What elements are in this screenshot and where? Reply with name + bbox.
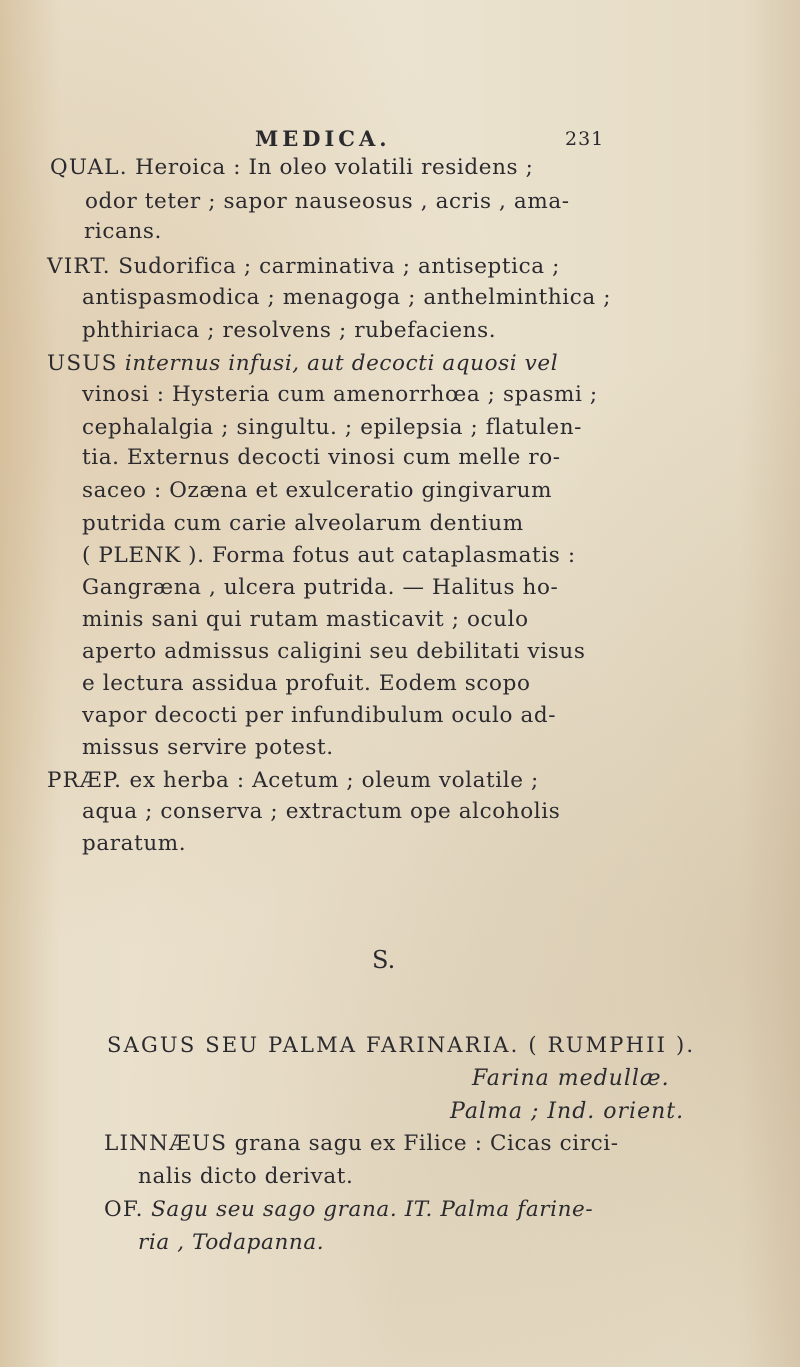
text-line: missus servire potest. xyxy=(82,735,334,760)
text-line: ricans. xyxy=(84,219,162,244)
line-label: USUS xyxy=(47,351,118,376)
text-line xyxy=(104,1199,593,1221)
page-number: 231 xyxy=(565,128,605,150)
text-line: odor teter ; sapor nauseosus , acris , ama- xyxy=(85,189,570,214)
text-line: aqua ; conserva ; extractum ope alcoholis xyxy=(82,799,561,824)
text-line: Gangræna , ulcera putrida. — Halitus ho- xyxy=(82,575,559,600)
text-line: vapor decocti per infundibulum oculo ad- xyxy=(82,703,557,728)
line-label: VIRT. xyxy=(47,254,111,279)
text-line: saceo : Ozæna et exulceratio gingivarum xyxy=(82,478,553,503)
text-line xyxy=(47,256,560,278)
entry-title: SAGUS SEU PALMA FARINARIA. ( RUMPHII ). xyxy=(107,1033,696,1057)
text-line xyxy=(47,353,558,375)
text-line: putrida cum carie alveolarum dentium xyxy=(82,511,524,536)
text-line: ria , Todapanna. xyxy=(138,1230,325,1255)
line-text: Sagu seu sago grana. IT. Palma farine- xyxy=(143,1197,594,1222)
running-header xyxy=(255,126,605,151)
text-line: tia. Externus decocti vinosi cum melle ro- xyxy=(82,445,561,470)
text-line xyxy=(47,770,539,792)
text-line: phthiriaca ; resolvens ; rubefaciens. xyxy=(82,318,497,343)
text-line: paratum. xyxy=(82,831,187,856)
line-label: LINNÆUS xyxy=(104,1131,228,1156)
text-line: cephalalgia ; singultu. ; epilepsia ; flatulen- xyxy=(82,415,583,440)
text-line: nalis dicto derivat. xyxy=(138,1164,354,1189)
text-line: vinosi : Hysteria cum amenorrhœa ; spasmi ; xyxy=(82,382,598,407)
line-text: internus infusi, aut decocti aquosi vel xyxy=(117,351,559,376)
text-line: e lectura assidua profuit. Eodem scopo xyxy=(82,671,531,696)
line-label: QUAL. xyxy=(50,155,128,180)
line-label: OF. xyxy=(104,1197,144,1222)
header-title: MEDICA. xyxy=(255,126,391,151)
text-line: ( PLENK ). Forma fotus aut cataplasmatis : xyxy=(82,543,576,568)
text-line xyxy=(104,1133,619,1155)
entry-subtitle-1: Farina medullæ. xyxy=(472,1066,670,1091)
line-text: grana sagu ex Filice : Cicas circi- xyxy=(227,1131,619,1156)
section-letter: S. xyxy=(372,946,396,974)
text-line: minis sani qui rutam masticavit ; oculo xyxy=(82,607,529,632)
line-label: PRÆP. xyxy=(47,768,123,793)
text-line: antispasmodica ; menagoga ; anthelminthica ; xyxy=(82,285,612,310)
text-line: aperto admissus caligini seu debilitati visus xyxy=(82,639,586,664)
line-text: Sudorifica ; carminativa ; antiseptica ; xyxy=(110,254,560,279)
line-text: Heroica : In oleo volatili residens ; xyxy=(127,155,534,180)
line-text: ex herba : Acetum ; oleum volatile ; xyxy=(122,768,539,793)
entry-subtitle-2: Palma ; Ind. orient. xyxy=(450,1099,685,1124)
text-line xyxy=(50,157,533,179)
